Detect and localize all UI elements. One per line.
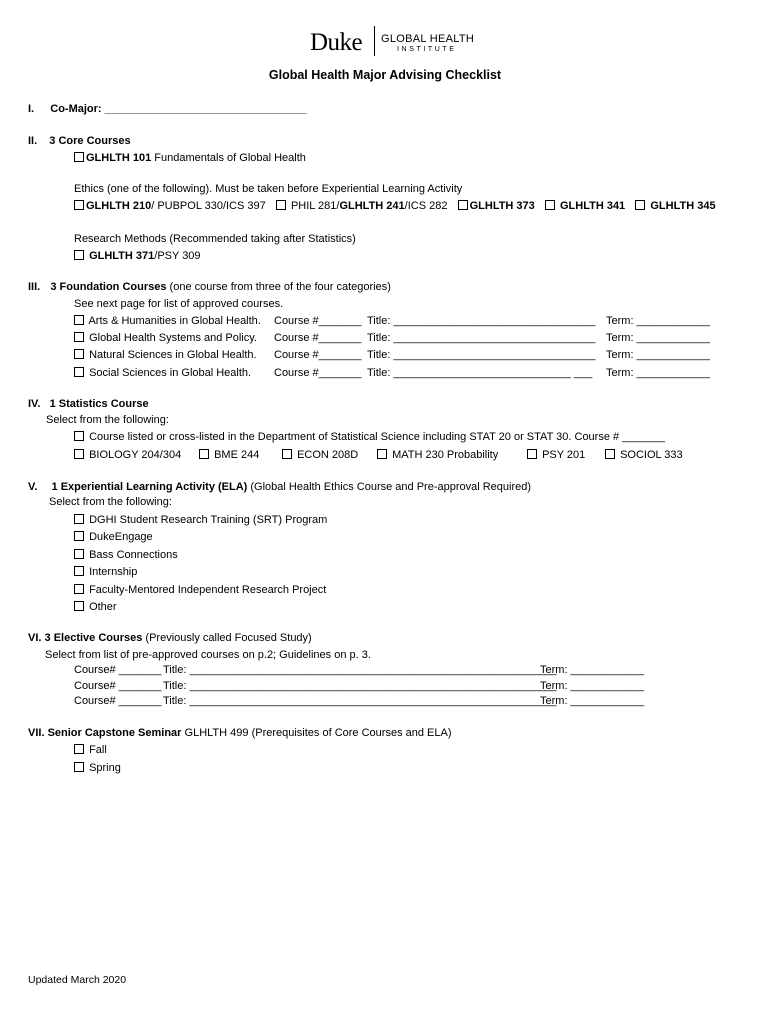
logo-divider [374, 26, 375, 56]
ethics-option: GLHLTH 373 [458, 200, 535, 212]
checkbox[interactable] [74, 250, 84, 260]
section-number: VI. [28, 632, 42, 644]
section-number: V. [28, 481, 38, 493]
course-number-blank[interactable]: Course #_______ [274, 332, 362, 344]
footer-updated: Updated March 2020 [28, 974, 127, 986]
core-course-1 [74, 151, 306, 165]
title-blank[interactable]: Title: _____________________________ ___ [367, 367, 593, 379]
section-2-heading [28, 134, 131, 148]
stats-option: BME 244 [199, 448, 259, 462]
checkbox[interactable] [74, 431, 84, 441]
section-note: (Previously called Focused Study) [145, 632, 312, 644]
research-intro: Research Methods (Recommended taking after Statistics) [74, 233, 356, 245]
section-heading: Senior Capstone Seminar [47, 727, 182, 739]
foundation-row: Global Health Systems and Policy. [74, 331, 257, 345]
section-heading: 3 Elective Courses [44, 632, 143, 644]
checkbox[interactable] [74, 152, 84, 162]
course-number-blank[interactable]: Course #_______ [274, 349, 362, 361]
select-note: Select from the following: [49, 496, 172, 508]
elective-course-blank[interactable]: Course# _______ [74, 680, 162, 692]
select-note: Select from the following: [46, 414, 169, 426]
ethics-options [74, 199, 716, 213]
capstone-option: Fall [74, 743, 107, 757]
checkbox[interactable] [276, 200, 286, 210]
capstone-option: Spring [74, 761, 121, 775]
see-next-note: See next page for list of approved courses. [74, 298, 284, 310]
ethics-option: PHIL 281/GLHLTH 241/ICS 282 [276, 200, 448, 212]
checkbox[interactable] [74, 349, 84, 359]
checkbox[interactable] [74, 566, 84, 576]
ela-option: Faculty-Mentored Independent Research Project [74, 583, 326, 597]
section-1 [28, 102, 307, 116]
checkbox[interactable] [74, 514, 84, 524]
title-blank[interactable]: Title: _________________________________ [367, 349, 596, 361]
co-major-label: Co-Major: [50, 103, 102, 115]
course-number-blank[interactable]: Course #_______ [274, 367, 362, 379]
section-heading: 1 Experiential Learning Activity (ELA) [51, 481, 248, 493]
checkbox[interactable] [545, 200, 555, 210]
course-code: GLHLTH 101 [86, 152, 152, 164]
stats-option: PSY 201 [527, 448, 585, 462]
section-number: I. [28, 103, 35, 115]
section-7-heading [28, 726, 452, 740]
stats-option: SOCIOL 333 [605, 448, 683, 462]
ela-option: DukeEngage [74, 530, 153, 544]
checkbox[interactable] [74, 744, 84, 754]
checkbox[interactable] [635, 200, 645, 210]
foundation-row: Arts & Humanities in Global Health. [74, 314, 261, 328]
research-option: GLHLTH 371/PSY 309 [74, 249, 201, 263]
checkbox[interactable] [282, 449, 292, 459]
checkbox[interactable] [74, 531, 84, 541]
term-blank[interactable]: Term: ____________ [606, 367, 710, 379]
elective-course-blank[interactable]: Course# _______ [74, 695, 162, 707]
foundation-row: Natural Sciences in Global Health. [74, 348, 257, 362]
section-5-heading [28, 480, 531, 494]
section-number: III. [28, 281, 41, 293]
duke-logo-wordmark: Duke [310, 29, 363, 56]
elective-course-blank[interactable]: Course# _______ [74, 664, 162, 676]
ela-option: Other [74, 600, 117, 614]
title-blank[interactable]: Title: _________________________________ [367, 332, 596, 344]
section-note: (Global Health Ethics Course and Pre-approval Required) [250, 481, 532, 493]
section-note: (one course from three of the four categories) [169, 281, 391, 293]
logo-institute: INSTITUTE [397, 46, 457, 53]
ethics-option: GLHLTH 345 [635, 200, 715, 212]
section-heading: 1 Statistics Course [49, 398, 149, 410]
section-heading: 3 Foundation Courses [50, 281, 167, 293]
checkbox[interactable] [74, 332, 84, 342]
title-blank[interactable]: Title: _________________________________ [367, 315, 596, 327]
section-3-heading [28, 280, 391, 294]
page-title: Global Health Major Advising Checklist [268, 68, 502, 82]
foundation-row: Social Sciences in Global Health. [74, 366, 251, 380]
elective-title-blank[interactable]: Title: ____________________________________________________________ [163, 695, 557, 707]
elective-term-blank[interactable]: Term: ____________ [540, 664, 644, 676]
checkbox[interactable] [605, 449, 615, 459]
select-note: Select from list of pre-approved courses on p.2; Guidelines on p. 3. [45, 649, 371, 661]
stats-option: MATH 230 Probability [377, 448, 498, 462]
checkbox[interactable] [74, 367, 84, 377]
checkbox[interactable] [74, 601, 84, 611]
checkbox[interactable] [458, 200, 468, 210]
section-number: VII. [28, 727, 45, 739]
section-number: IV. [28, 398, 41, 410]
course-name: Fundamentals of Global Health [154, 152, 306, 164]
elective-title-blank[interactable]: Title: ____________________________________________________________ [163, 664, 557, 676]
checkbox[interactable] [74, 549, 84, 559]
elective-title-blank[interactable]: Title: ____________________________________________________________ [163, 680, 557, 692]
stats-option: BIOLOGY 204/304 [74, 448, 181, 462]
section-4-heading [28, 397, 149, 411]
elective-term-blank[interactable]: Term: ____________ [540, 680, 644, 692]
elective-term-blank[interactable]: Term: ____________ [540, 695, 644, 707]
checkbox[interactable] [74, 762, 84, 772]
section-heading: 3 Core Courses [49, 135, 131, 147]
co-major-blank[interactable]: _________________________________ [104, 103, 307, 115]
ethics-option: GLHLTH 341 [545, 200, 625, 212]
checkbox[interactable] [74, 315, 84, 325]
term-blank[interactable]: Term: ____________ [606, 315, 710, 327]
ela-option: Internship [74, 565, 137, 579]
checkbox[interactable] [74, 584, 84, 594]
ela-option: Bass Connections [74, 548, 178, 562]
course-number-blank[interactable]: Course #_______ [274, 315, 362, 327]
ethics-option: GLHLTH 210/ PUBPOL 330/ICS 397 [74, 200, 266, 212]
checkbox[interactable] [199, 449, 209, 459]
checkbox[interactable] [527, 449, 537, 459]
checkbox[interactable] [377, 449, 387, 459]
checkbox[interactable] [74, 200, 84, 210]
checkbox[interactable] [74, 449, 84, 459]
ethics-intro: Ethics (one of the following). Must be taken before Experiential Learning Activity [74, 183, 463, 195]
term-blank[interactable]: Term: ____________ [606, 332, 710, 344]
ela-option: DGHI Student Research Training (SRT) Program [74, 513, 327, 527]
term-blank[interactable]: Term: ____________ [606, 349, 710, 361]
stats-option: ECON 208D [282, 448, 358, 462]
logo-global-health: GLOBAL HEALTH [381, 33, 475, 45]
section-number: II. [28, 135, 38, 147]
section-6-heading [28, 631, 312, 645]
stats-option-1: Course listed or cross-listed in the Department of Statistical Science including STAT 20 or STAT 30. Course # _______ [74, 430, 665, 444]
section-note: GLHLTH 499 (Prerequisites of Core Courses and ELA) [184, 727, 452, 739]
